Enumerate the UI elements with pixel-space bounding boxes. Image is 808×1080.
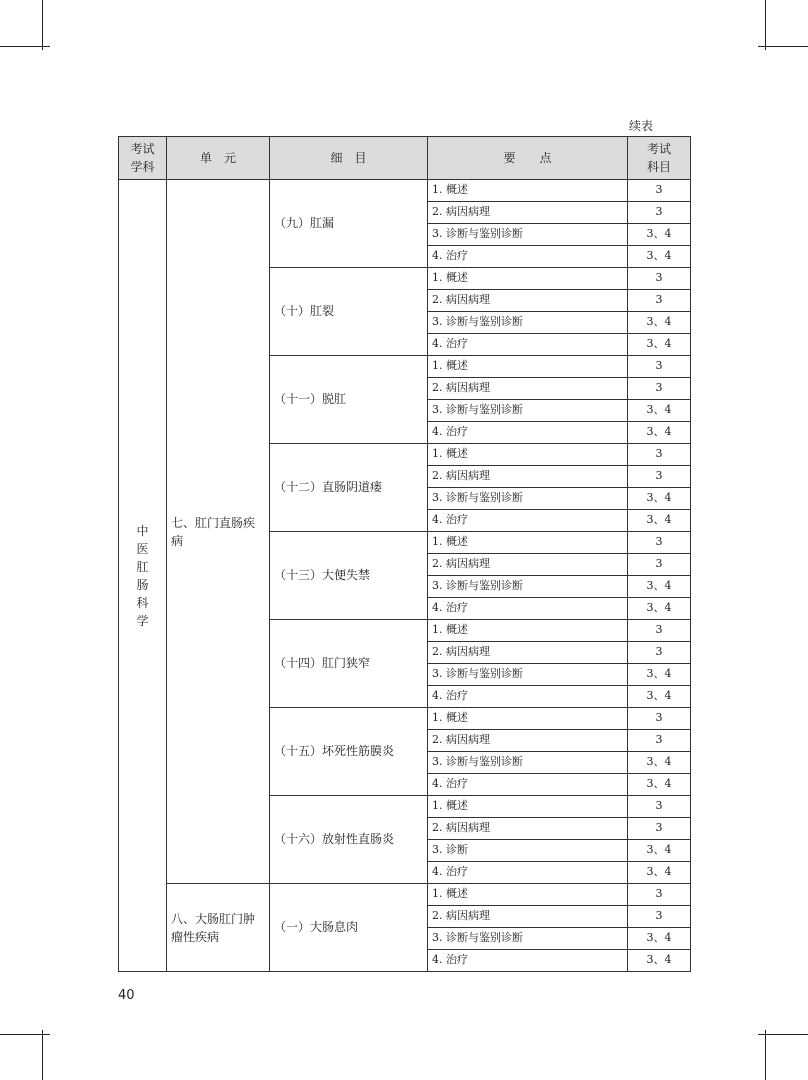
topic-cell: （一）大肠息肉 xyxy=(270,884,428,972)
point-cell: 4. 治疗 xyxy=(428,686,628,708)
point-cell: 4. 治疗 xyxy=(428,422,628,444)
level-cell: 3、4 xyxy=(628,224,691,246)
point-cell: 1. 概述 xyxy=(428,268,628,290)
point-cell: 2. 病因病理 xyxy=(428,378,628,400)
header-points: 要 点 xyxy=(428,137,628,180)
table-row xyxy=(119,180,691,202)
point-cell: 4. 治疗 xyxy=(428,598,628,620)
level-cell: 3、4 xyxy=(628,664,691,686)
point-cell: 3. 诊断与鉴别诊断 xyxy=(428,312,628,334)
level-cell: 3 xyxy=(628,268,691,290)
topic-cell: （十一）脱肛 xyxy=(270,356,428,444)
header-topic: 细 目 xyxy=(270,137,428,180)
crop-mark xyxy=(765,1030,766,1080)
topic-cell: （九）肛漏 xyxy=(270,180,428,268)
level-cell: 3、4 xyxy=(628,950,691,972)
point-cell: 2. 病因病理 xyxy=(428,202,628,224)
level-cell: 3 xyxy=(628,884,691,906)
level-cell: 3 xyxy=(628,290,691,312)
crop-mark xyxy=(42,1030,43,1080)
topic-cell: （十六）放射性直肠炎 xyxy=(270,796,428,884)
point-cell: 2. 病因病理 xyxy=(428,290,628,312)
level-cell: 3 xyxy=(628,620,691,642)
level-cell: 3、4 xyxy=(628,422,691,444)
point-cell: 3. 诊断与鉴别诊断 xyxy=(428,488,628,510)
unit-cell: 八、大肠肛门肿瘤性疾病 xyxy=(167,884,270,972)
header-unit: 单 元 xyxy=(167,137,270,180)
point-cell: 3. 诊断与鉴别诊断 xyxy=(428,664,628,686)
point-cell: 1. 概述 xyxy=(428,620,628,642)
level-cell: 3 xyxy=(628,708,691,730)
header-level: 考试科目 xyxy=(628,137,691,180)
point-cell: 1. 概述 xyxy=(428,444,628,466)
level-cell: 3、4 xyxy=(628,334,691,356)
point-cell: 3. 诊断与鉴别诊断 xyxy=(428,576,628,598)
point-cell: 4. 治疗 xyxy=(428,246,628,268)
point-cell: 2. 病因病理 xyxy=(428,466,628,488)
level-cell: 3、4 xyxy=(628,686,691,708)
point-cell: 2. 病因病理 xyxy=(428,818,628,840)
point-cell: 4. 治疗 xyxy=(428,950,628,972)
unit-cell: 七、肛门直肠疾病 xyxy=(167,180,270,884)
topic-cell: （十）肛裂 xyxy=(270,268,428,356)
level-cell: 3、4 xyxy=(628,774,691,796)
point-cell: 2. 病因病理 xyxy=(428,642,628,664)
level-cell: 3、4 xyxy=(628,598,691,620)
level-cell: 3 xyxy=(628,818,691,840)
level-cell: 3 xyxy=(628,378,691,400)
topic-cell: （十五）坏死性筋膜炎 xyxy=(270,708,428,796)
level-cell: 3、4 xyxy=(628,246,691,268)
level-cell: 3、4 xyxy=(628,510,691,532)
level-cell: 3 xyxy=(628,730,691,752)
point-cell: 3. 诊断与鉴别诊断 xyxy=(428,224,628,246)
point-cell: 3. 诊断与鉴别诊断 xyxy=(428,928,628,950)
level-cell: 3、4 xyxy=(628,576,691,598)
syllabus-table xyxy=(118,136,691,972)
level-cell: 3 xyxy=(628,554,691,576)
level-cell: 3 xyxy=(628,466,691,488)
point-cell: 4. 治疗 xyxy=(428,862,628,884)
level-cell: 3 xyxy=(628,202,691,224)
level-cell: 3、4 xyxy=(628,862,691,884)
level-cell: 3、4 xyxy=(628,840,691,862)
topic-cell: （十三）大便失禁 xyxy=(270,532,428,620)
level-cell: 3 xyxy=(628,796,691,818)
level-cell: 3 xyxy=(628,180,691,202)
level-cell: 3 xyxy=(628,532,691,554)
table-row xyxy=(119,884,691,906)
point-cell: 1. 概述 xyxy=(428,884,628,906)
level-cell: 3、4 xyxy=(628,752,691,774)
point-cell: 1. 概述 xyxy=(428,356,628,378)
level-cell: 3、4 xyxy=(628,400,691,422)
level-cell: 3、4 xyxy=(628,488,691,510)
level-cell: 3、4 xyxy=(628,928,691,950)
level-cell: 3 xyxy=(628,444,691,466)
point-cell: 4. 治疗 xyxy=(428,334,628,356)
header-subject: 考试学科 xyxy=(119,137,167,180)
table-body xyxy=(119,180,691,972)
point-cell: 3. 诊断与鉴别诊断 xyxy=(428,400,628,422)
point-cell: 2. 病因病理 xyxy=(428,554,628,576)
point-cell: 1. 概述 xyxy=(428,796,628,818)
level-cell: 3、4 xyxy=(628,312,691,334)
table-header-row xyxy=(119,137,691,180)
point-cell: 1. 概述 xyxy=(428,532,628,554)
level-cell: 3 xyxy=(628,906,691,928)
point-cell: 4. 治疗 xyxy=(428,774,628,796)
point-cell: 2. 病因病理 xyxy=(428,906,628,928)
subject-label: 中医肛肠科学 xyxy=(136,523,149,628)
level-cell: 3 xyxy=(628,642,691,664)
page-number: 40 xyxy=(118,988,135,1003)
crop-mark xyxy=(765,0,766,50)
point-cell: 3. 诊断与鉴别诊断 xyxy=(428,752,628,774)
point-cell: 3. 诊断 xyxy=(428,840,628,862)
point-cell: 2. 病因病理 xyxy=(428,730,628,752)
subject-cell xyxy=(119,180,167,972)
point-cell: 1. 概述 xyxy=(428,708,628,730)
crop-mark xyxy=(42,0,43,50)
point-cell: 1. 概述 xyxy=(428,180,628,202)
level-cell: 3 xyxy=(628,356,691,378)
topic-cell: （十二）直肠阴道瘘 xyxy=(270,444,428,532)
continued-label: 续表 xyxy=(629,119,654,133)
point-cell: 4. 治疗 xyxy=(428,510,628,532)
topic-cell: （十四）肛门狭窄 xyxy=(270,620,428,708)
